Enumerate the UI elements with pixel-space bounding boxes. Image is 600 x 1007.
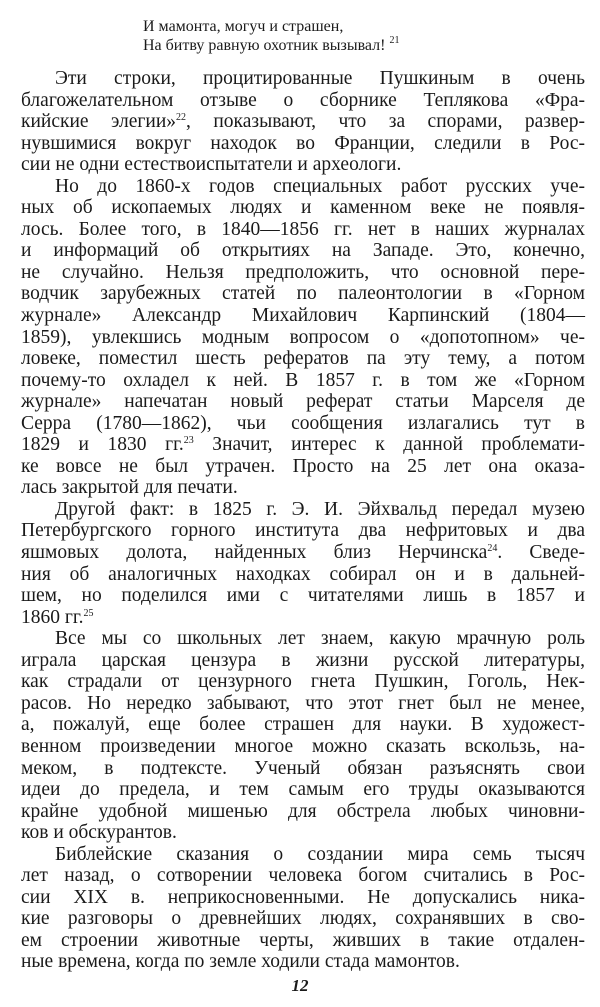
text-line <box>21 585 585 607</box>
text-line <box>21 499 585 521</box>
text-line <box>21 305 585 327</box>
line-text: ков и обскурантов. <box>21 822 177 844</box>
text-line <box>21 693 585 715</box>
line-text: сии не одни естествоиспытатели и археологи. <box>21 154 402 176</box>
text-line <box>21 736 585 758</box>
paragraph <box>21 499 585 628</box>
line-text: кие разговоры о древнейших людях, сохранявших в сво- <box>21 908 585 930</box>
text-line <box>21 779 585 801</box>
text-line <box>21 434 585 456</box>
paragraph <box>21 68 585 176</box>
text-line <box>21 176 585 198</box>
text-line <box>21 520 585 542</box>
paragraph <box>21 628 585 843</box>
footnote-ref: 21 <box>389 35 400 46</box>
text-line <box>21 650 585 672</box>
line-text: И мамонта, могуч и страшен, <box>143 18 344 35</box>
line-text: лось. Более того, в 1840—1856 гг. нет в наших журналах <box>21 218 585 240</box>
text-line <box>21 262 585 284</box>
line-text: лась закрытой для печати. <box>21 477 238 499</box>
text-line <box>21 801 585 823</box>
line-text: журнале» Александр Михайлович Карпинский (1804— <box>21 305 585 327</box>
line-text: играла царская цензура в жизни русской литературы, <box>21 649 585 671</box>
line-text: журнале» напечатан новый реферат статьи Марселя де <box>21 391 585 413</box>
text-line <box>21 477 585 499</box>
line-text: идеи до предела, и тем самым его труды оказываются <box>21 779 585 801</box>
footnote-ref: 22 <box>176 112 187 124</box>
text-line <box>21 628 585 650</box>
footnote-ref: 23 <box>183 435 194 447</box>
line-text: и информаций об открытиях на Западе. Это, конечно, <box>21 240 585 262</box>
line-text: ем строении животные черты, живших в такие отдален- <box>21 929 585 951</box>
line-text: как страдали от цензурного гнета Пушкин, Гоголь, Нек- <box>21 671 585 693</box>
line-text: , показывают, что за спорами, развер- <box>186 111 585 133</box>
text-line <box>21 714 585 736</box>
line-text: ке вовсе не был утрачен. Просто на 25 лет она оказа- <box>21 455 585 477</box>
text-line <box>21 197 585 219</box>
text-line <box>21 887 585 909</box>
line-text: кийские элегии» <box>21 111 177 133</box>
line-text: ные времена, когда по земле ходили стада мамонтов. <box>21 951 460 973</box>
verse-line <box>143 36 399 55</box>
text-line <box>21 564 585 586</box>
text-line <box>21 607 585 629</box>
line-text: сии XIX в. неприкосновенными. Не допускались ника- <box>21 886 585 908</box>
line-text: Значит, интерес к данной проблемати- <box>193 434 585 456</box>
line-text: ния об аналогичных находках собирал он и в дальней- <box>21 563 585 585</box>
paragraph <box>21 844 585 973</box>
text-line <box>21 90 585 112</box>
text-line <box>21 671 585 693</box>
text-line <box>21 370 585 392</box>
line-text: нувшимися вокруг находок во Франции, следили в Рос- <box>21 132 585 154</box>
text-line <box>21 348 585 370</box>
line-text: ловеке, поместил шесть рефератов па эту тему, а потом <box>21 348 585 370</box>
text-line <box>21 844 585 866</box>
text-line <box>21 542 585 564</box>
text-line <box>21 908 585 930</box>
body-text <box>21 68 585 973</box>
line-text: меком, в подтексте. Ученый обязан разъяснять свои <box>21 757 585 779</box>
line-text: благожелательном отзыве о сборнике Теплякова «Фра- <box>21 89 585 111</box>
line-text: 1860 гг. <box>21 606 84 628</box>
line-text: На битву равную охотник вызывал! <box>143 37 390 54</box>
line-text: Библейские сказания о создании мира семь тысяч <box>55 843 585 865</box>
text-line <box>21 951 585 973</box>
line-text: яшмовых долота, найденных близ Нерчинска <box>21 542 488 564</box>
line-text: Эти строки, процитированные Пушкиным в очень <box>55 68 585 89</box>
line-text: расов. Но нередко забывают, что этот гнет был не менее, <box>21 692 585 714</box>
line-text: крайне удобной мишенью для обстрела любых чиновни- <box>21 800 585 822</box>
epigraph-verse <box>143 17 399 55</box>
line-text: . Сведе- <box>497 542 585 564</box>
line-text: почему-то охладел к ней. В 1857 г. в том же «Горном <box>21 369 585 391</box>
footnote-ref: 25 <box>83 607 94 619</box>
line-text: Серра (1780—1862), чьи сообщения излагались тут в <box>21 412 585 434</box>
line-text: ных об ископаемых людях и каменном веке не появля- <box>21 197 585 219</box>
line-text: не случайно. Нельзя предположить, что основной пере- <box>21 261 585 283</box>
text-line <box>21 219 585 241</box>
line-text: а, пожалуй, еще более страшен для науки. В художест- <box>21 714 585 736</box>
line-text: 1859), увлекшись модным вопросом о «допотопном» че- <box>21 326 585 348</box>
text-line <box>21 413 585 435</box>
text-line <box>21 758 585 780</box>
text-line <box>21 865 585 887</box>
line-text: Все мы со школьных лет знаем, какую мрачную роль <box>55 628 585 650</box>
text-line <box>21 154 585 176</box>
page-number: 12 <box>291 976 309 995</box>
line-text: венном произведении многое можно сказать вскользь, на- <box>21 735 585 757</box>
text-line <box>21 283 585 305</box>
line-text: 1829 и 1830 гг. <box>21 434 184 456</box>
text-line <box>21 133 585 155</box>
text-line <box>21 930 585 952</box>
line-text: Другой факт: в 1825 г. Э. И. Эйхвальд передал музею <box>55 498 585 520</box>
verse-line <box>143 17 399 36</box>
line-text: Петербургского горного института два нефритовых и два <box>21 520 585 542</box>
line-text: лет назад, о сотворении человека богом считались в Рос- <box>21 865 585 887</box>
text-line <box>21 822 585 844</box>
footnote-ref: 24 <box>487 543 498 555</box>
text-line <box>21 391 585 413</box>
line-text: шем, но поделился ими с читателями лишь в 1857 и <box>21 585 585 607</box>
text-line <box>21 240 585 262</box>
text-line <box>21 456 585 478</box>
paragraph <box>21 176 585 499</box>
line-text: Но до 1860-х годов специальных работ русских уче- <box>55 175 585 197</box>
line-text: водчик зарубежных статей по палеонтологии в «Горном <box>21 283 585 305</box>
text-line <box>21 111 585 133</box>
text-line <box>21 327 585 349</box>
text-line <box>21 68 585 90</box>
